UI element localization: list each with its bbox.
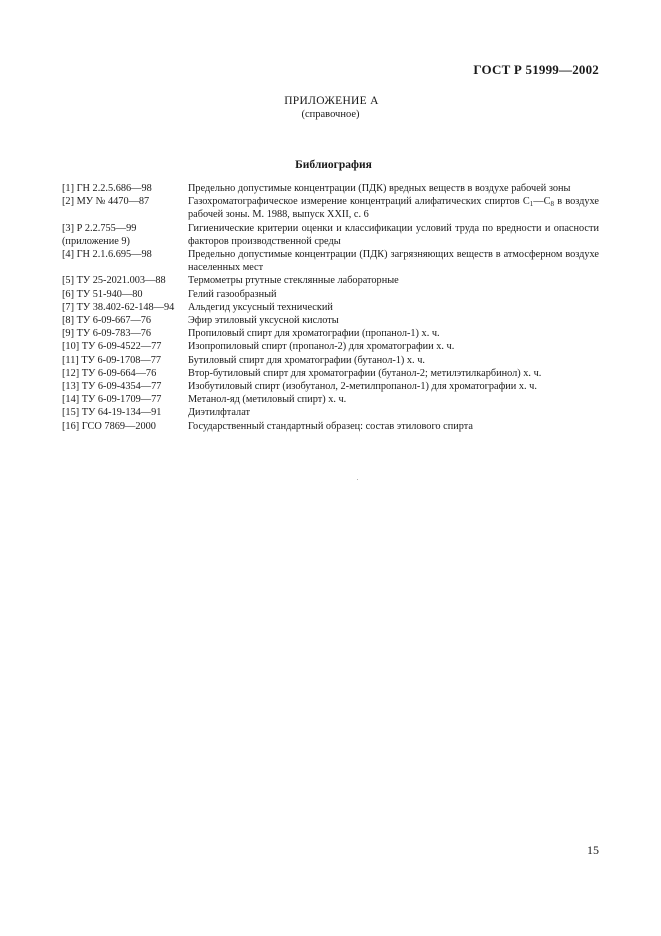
bibliography-entry [62,420,599,433]
entry-description: Втор-бутиловый спирт для хроматографии (бутанол-2; метилэтилкарбинол) х. ч. [188,367,542,379]
bibliography-entry [62,327,599,340]
entry-reference: [11] ТУ 6-09-1708—77 [62,354,161,366]
bibliography-entry [62,314,599,327]
bibliography-entry [62,380,599,393]
entry-reference: [13] ТУ 6-09-4354—77 [62,381,162,393]
entry-reference: [5] ТУ 25-2021.003—88 [62,275,166,287]
entry-reference: [15] ТУ 64-19-134—91 [62,407,162,419]
entry-description: Изобутиловый спирт (изобутанол, 2-метилпропанол-1) для хроматографии х. ч. [188,381,537,393]
entry-reference: [10] ТУ 6-09-4522—77 [62,341,162,353]
bibliography-entry [62,222,599,248]
scan-artifact [357,479,358,480]
bibliography-entry [62,195,599,221]
entry-reference: [4] ГН 2.1.6.695—98 [62,249,152,261]
entry-description: Диэтилфталат [188,407,251,419]
bibliography-entry [62,182,599,195]
entry-description: Альдегид уксусный технический [188,301,333,313]
entry-reference: [2] МУ № 4470—87 [62,196,150,208]
entry-reference: [8] ТУ 6-09-667—76 [62,315,152,327]
appendix-title: ПРИЛОЖЕНИЕ А [284,95,379,107]
standard-code: ГОСТ Р 51999—2002 [473,62,599,77]
bibliography-list [62,182,599,433]
bibliography-entry [62,274,599,287]
bibliography-title: Библиография [295,159,372,171]
entry-reference: [14] ТУ 6-09-1709—77 [62,394,162,406]
entry-description: Метанол-яд (метиловый спирт) х. ч. [188,394,347,406]
bibliography-entry [62,406,599,419]
entry-description: Предельно допустимые концентрации (ПДК) загрязняющих веществ в атмосферном воздухе населенных мест [188,249,599,274]
entry-description: Государственный стандартный образец: состав этилового спирта [188,420,473,432]
entry-description: Пропиловый спирт для хроматографии (пропанол-1) х. ч. [188,328,440,340]
entry-description: Термометры ртутные стеклянные лабораторные [188,275,399,287]
bibliography-entry [62,393,599,406]
entry-description: Изопропиловый спирт (пропанол-2) для хроматографии х. ч. [188,341,455,353]
entry-reference: [16] ГСО 7869—2000 [62,420,156,432]
appendix-subtitle: (справочное) [301,109,360,120]
bibliography-entry [62,354,599,367]
entry-reference: [3] Р 2.2.755—99 (приложение 9) [62,222,137,247]
bibliography-entry [62,248,599,274]
entry-description: Бутиловый спирт для хроматографии (бутанол-1) х. ч. [188,354,425,366]
entry-reference: [9] ТУ 6-09-783—76 [62,328,152,340]
entry-description: Предельно допустимые концентрации (ПДК) вредных веществ в воздухе рабочей зоны [188,183,571,194]
entry-reference: [7] ТУ 38.402-62-148—94 [62,301,175,313]
entry-description: Эфир этиловый уксусной кислоты [188,315,339,327]
bibliography-entry [62,340,599,353]
appendix-heading [0,94,661,122]
bibliography-entry [62,288,599,301]
entry-description: Гелий газообразный [188,288,277,300]
page-number: 15 [587,843,599,857]
entry-reference: [6] ТУ 51-940—80 [62,288,143,300]
entry-reference: [12] ТУ 6-09-664—76 [62,367,157,379]
entry-description: Гигиенические критерии оценки и классификации условий труда по вредности и опасности факторов производственной среды [188,222,599,247]
bibliography-entry [62,301,599,314]
entry-reference: [1] ГН 2.2.5.686—98 [62,183,152,194]
entry-description: Газохроматографическое измерение концентраций алифатических спиртов $С_1—С_8$ в воздухе рабочей зоны. М. 1988, выпуск XXII, с. 6 [188,196,599,221]
bibliography-entry [62,367,599,380]
